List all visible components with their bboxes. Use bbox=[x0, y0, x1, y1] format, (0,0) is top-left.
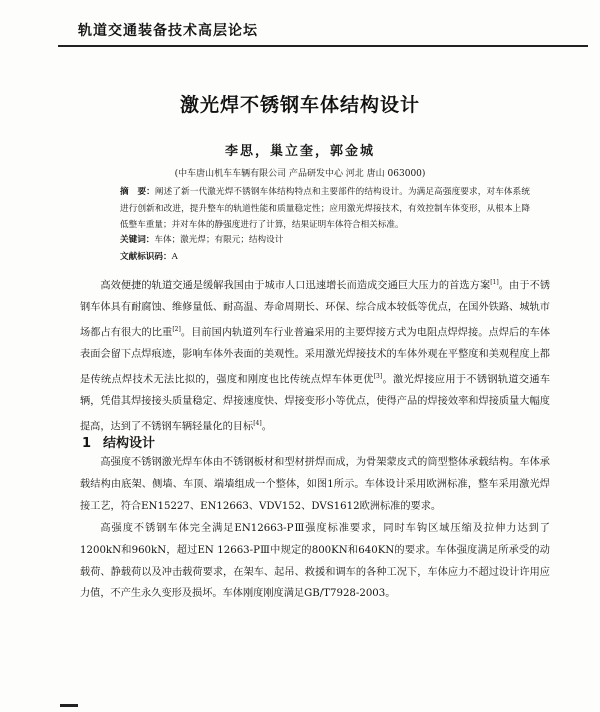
intro-text: 高效便捷的轨道交通是缓解我国由于城市人口迅速增长而造成交通巨大压力的首选方案 bbox=[100, 280, 491, 292]
abstract bbox=[120, 184, 530, 234]
page-corner-mark bbox=[60, 704, 78, 707]
author-list: 李思，巢立奎，郭金城 bbox=[224, 144, 375, 159]
citation-1: [1] bbox=[490, 279, 499, 286]
citation-4: [4] bbox=[253, 419, 262, 427]
section-1-heading bbox=[82, 432, 155, 451]
citation-2: [2] bbox=[172, 325, 181, 333]
keywords bbox=[120, 233, 520, 245]
section-1-paragraph-2: 高强度不锈钢车体完全满足EN12663-PⅢ强度标准要求，同时车钩区域压缩及拉伸力达到了1200kN和960kN，超过EN 12663-PⅢ中规定的800KN和640KN的要求。车体强度满足所承受的动载荷、静载荷以及冲击载荷要求，在架车、起吊、救援和调车的各种工况下，车体应力不超过设计许用应力值，不产生永久变形及损坏。车体刚度刚度满足GB/T7928-2003。 bbox=[80, 523, 550, 600]
section-title: 结构设计 bbox=[103, 436, 156, 451]
intro-paragraph bbox=[80, 272, 550, 438]
intro-text: 。激光焊接应用于不锈钢轨道交通车辆，凭借其焊接接头质量稳定、焊接速度快、焊接变形小等优点，使得产品的焊接效率和焊接质量大幅度提高，达到了不锈钢车辆轻量化的目标 bbox=[80, 374, 551, 433]
header-rule bbox=[58, 45, 588, 47]
document-code-value: A bbox=[171, 252, 178, 262]
section-1-paragraph-1: 高强度不锈钢激光焊车体由不锈钢板材和型材拼焊而成，为骨架蒙皮式的筒型整体承载结构。车体承载结构由底架、侧墙、车顶、端墙组成一个整体，如图1所示。车体设计采用欧洲标准，整车采用激光焊接工艺，符合EN15227、EN12663、VDV152、DVS1612欧洲标准的要求。 bbox=[80, 457, 550, 512]
journal-header: 轨道交通装备技术高层论坛 bbox=[78, 23, 258, 39]
intro-text: 。 bbox=[261, 421, 272, 433]
intro-text: 。目前国内轨道列车行业普遍采用的主要焊接方式为电阻点焊焊接。点焊后的车体表面会留下点焊痕迹，影响车体外表面的美观性。采用激光焊接技术的车体外观在平整度和美观程度上都是传统点焊技术无法比拟的，强度和刚度也比传统点焊车体更优 bbox=[80, 327, 551, 386]
keywords-text: 车体；激光焊；有限元；结构设计 bbox=[154, 235, 284, 245]
paper-title: 激光焊不锈钢车体结构设计 bbox=[179, 94, 420, 116]
document-code-label: 文献标识码： bbox=[120, 252, 172, 262]
intro-text: 。由于不锈钢车体具有耐腐蚀、维修量低、耐高温、寿命周期长、环保、综合成本较低等优点，在国外铁路、城轨市场都占有很大的比重 bbox=[80, 280, 551, 339]
section-number: 1 bbox=[82, 436, 92, 451]
abstract-label: 摘 要： bbox=[120, 187, 155, 197]
abstract-text: 阐述了新一代激光焊不锈钢车体结构特点和主要部件的结构设计。为满足高强度要求，对车体系统进行创新和改进，提升整车的轨道性能和质量稳定性；应用激光焊接技术，有效控制车体变形，从根本上降低整车重量；并对车体的静强度进行了计算，结果证明车体符合相关标准。 bbox=[120, 187, 530, 230]
keywords-label: 关键词： bbox=[120, 235, 155, 245]
document-code bbox=[120, 250, 520, 262]
affiliation: (中车唐山机车车辆有限公司 产品研发中心 河北 唐山 063000) bbox=[174, 169, 426, 179]
citation-3: [3] bbox=[373, 372, 383, 380]
